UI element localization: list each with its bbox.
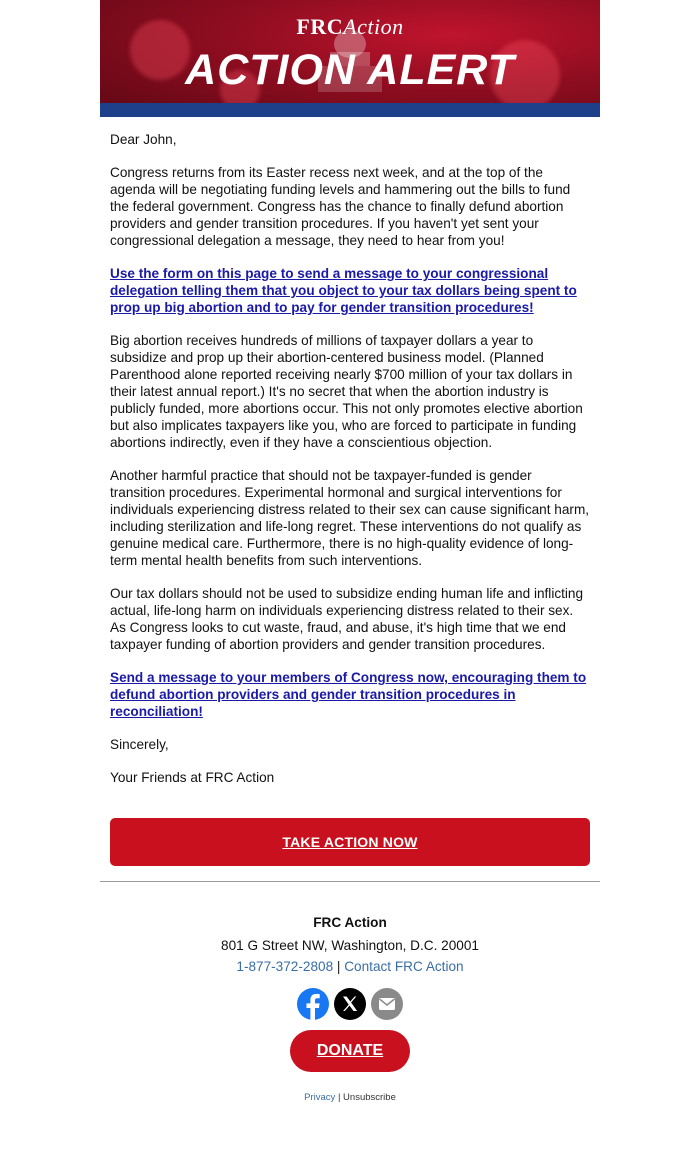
closing: Sincerely,	[110, 737, 169, 752]
send-message-congress-link[interactable]: Send a message to your members of Congress now, encouraging them to defund abortion providers and gender transition procedures in reconciliation!	[110, 670, 587, 719]
brand-main: FRC	[296, 14, 344, 39]
donate-button[interactable]: DONATE	[290, 1030, 410, 1072]
brand-logo	[100, 14, 600, 40]
email-icon[interactable]	[371, 988, 403, 1020]
action-alert-banner	[100, 0, 600, 117]
paragraph: Congress returns from its Easter recess next week, and at the top of the agenda will be negotiating funding levels and hammering out the bills to fund the federal government. Congress has the chance to finally defund abortion providers and gender transition procedures. If you haven't yet sent your congressional delegation a message, they need to hear from you!	[110, 165, 571, 248]
send-message-link[interactable]: Use the form on this page to send a message to your congressional delegation telling them that you object to your tax dollars being spent to prop up big abortion and to pay for gender transition procedures!	[110, 266, 577, 315]
legal-links	[100, 1092, 600, 1103]
footer-org-name: FRC Action	[313, 915, 387, 930]
footer-address: 801 G Street NW, Washington, D.C. 20001	[221, 938, 479, 953]
social-links	[100, 988, 600, 1020]
banner-stripe	[100, 103, 600, 117]
contact-separator: |	[336, 959, 341, 974]
privacy-link[interactable]: Privacy	[304, 1092, 336, 1103]
x-icon[interactable]	[334, 988, 366, 1020]
paragraph: Big abortion receives hundreds of millions of taxpayer dollars a year to subsidize and prop up their abortion-centered business model. (Planned Parenthood alone reported receiving nearly $700 million of your tax dollars in their latest annual report.) It's no secret that when the abortion industry is publicly funded, more abortions occur. This not only promotes elective abortion but also implicates taxpayers like you, who are forced to participate in funding abortions indirectly, even if they have a conscientious objection.	[110, 333, 583, 450]
contact-link[interactable]: Contact FRC Action	[344, 959, 464, 974]
unsubscribe-link[interactable]: Unsubscribe	[343, 1092, 396, 1103]
paragraph: Another harmful practice that should not be taxpayer-funded is gender transition procedures. Experimental hormonal and surgical interventions for individuals experiencing distress related to their sex can cause significant harm, including sterilization and life-long regret. These interventions do not qualify as genuine medical care. Furthermore, there is no high-quality evidence of long-term mental health benefits from such interventions.	[110, 468, 590, 568]
banner-headline: ACTION ALERT	[185, 46, 515, 94]
take-action-button[interactable]: TAKE ACTION NOW	[110, 818, 590, 866]
email-container	[100, 0, 600, 1103]
legal-separator: |	[337, 1092, 341, 1103]
email-body	[100, 117, 600, 786]
paragraph: Our tax dollars should not be used to subsidize ending human life and inflicting actual, life-long harm on individuals experiencing distress related to their sex. As Congress looks to cut waste, fraud, and abuse, it's high time that we end taxpayer funding of abortion providers and gender transition procedures.	[110, 586, 584, 652]
footer-contact	[100, 958, 600, 976]
brand-script: Action	[343, 14, 404, 39]
signature: Your Friends at FRC Action	[110, 770, 275, 785]
phone-link[interactable]: 1-877-372-2808	[236, 959, 334, 974]
footer	[100, 882, 600, 1103]
greeting: Dear John,	[110, 132, 177, 147]
facebook-icon[interactable]	[297, 988, 329, 1020]
